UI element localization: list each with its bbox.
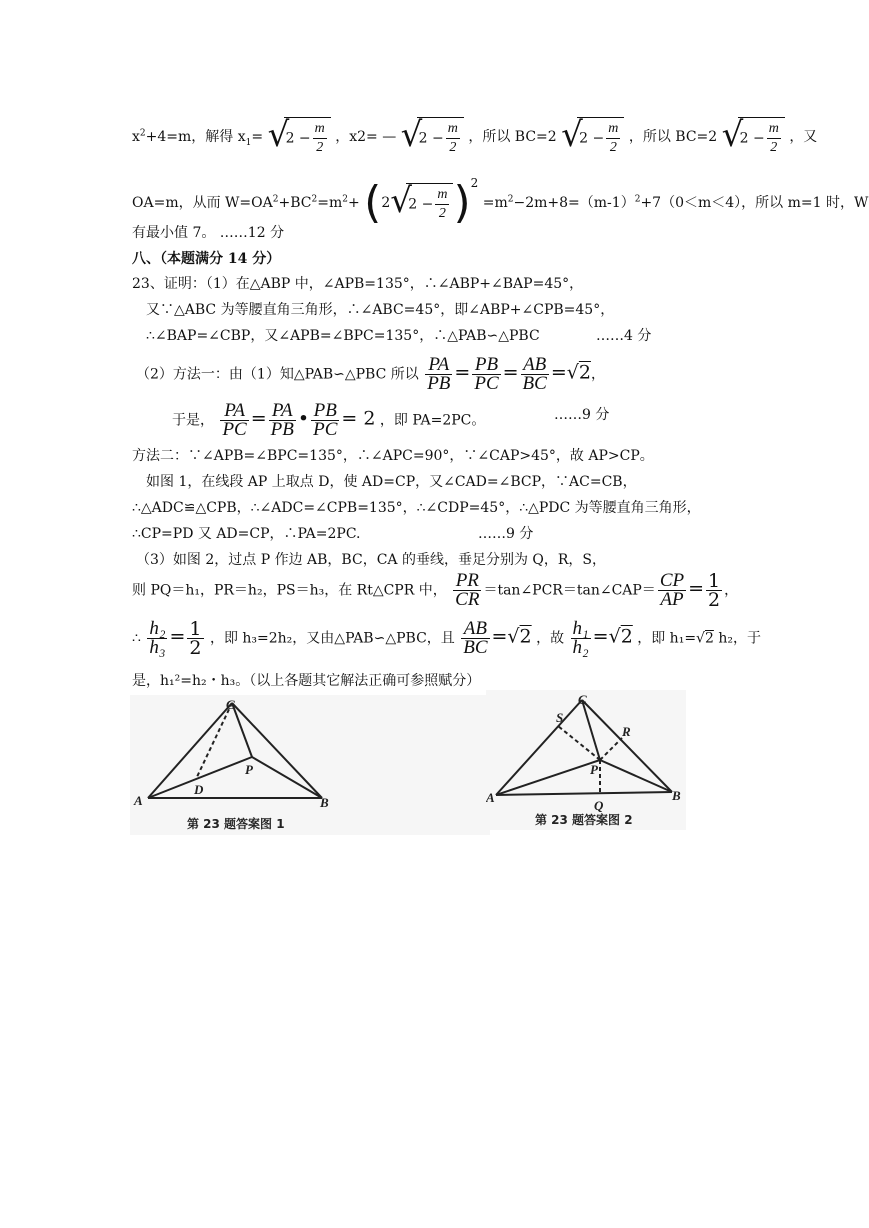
text: m: [767, 120, 781, 139]
text: 2: [609, 140, 617, 155]
label-b: B: [320, 795, 329, 810]
label-b: B: [672, 788, 681, 803]
text: =: [251, 129, 264, 145]
text: −2m+8=（m-1）: [513, 195, 635, 211]
method-2-line-3: ∴△ADC≌△CPB，∴∠ADC=∠CPB=135°，∴∠CDP=45°，∴△PDC 为等腰直角三角形，: [132, 500, 701, 516]
sqrt-expr: √ 2 − $\frac{m}{2}$: [401, 117, 464, 157]
label-p: P: [590, 762, 598, 777]
p23-line-1: 23、证明：（1）在△ABP 中，∠APB=135°，∴∠ABP+∠BAP=45°，: [132, 276, 584, 292]
figure-1-caption: 第 23 题答案图 1: [187, 817, 285, 831]
label-c: C: [578, 692, 587, 707]
part-3-line-1: （3）如图 2，过点 P 作边 AB，BC，CA 的垂线，垂足分别为 Q，R，S，: [136, 552, 607, 568]
method-2-line-2: 如图 1，在线段 AP 上取点 D，使 AD=CP，又∠CAD=∠BCP，∵AC=CB，: [146, 474, 637, 490]
p23-line-2: 又∵△ABC 为等腰直角三角形，∴∠ABC=45°，即∠ABP+∠CPB=45°，: [146, 302, 615, 318]
text: 2 −: [408, 196, 434, 213]
text: h₂，于: [718, 630, 761, 647]
text: 2: [770, 140, 778, 155]
part-3-line-2: 则 PQ＝h₁，PR＝h₂，PS＝h₃，在 Rt△CPR 中， $\frac{PR}{CR}$ ＝tan∠PCR＝tan∠CAP＝ $\frac{CP}{AP}$ = $\frac{1}{2}$ ，: [132, 570, 739, 611]
text: ，故: [536, 630, 565, 647]
text: 2 −: [739, 130, 765, 147]
part-3-line-4: 是，h₁²=h₂・h₃。（以上各题其它解法正确可参照赋分）: [132, 673, 481, 689]
text: +4=m，解得 x: [145, 129, 246, 145]
label-r: R: [622, 724, 631, 739]
text: +7（0＜m＜4），所以 m=1 时，W: [640, 195, 869, 211]
sqrt-expr: √ 2 − $\frac{m}{2}$: [390, 183, 453, 223]
fraction: $\frac{PA}{PB}$: [427, 354, 451, 394]
text: ，所以 BC=2: [468, 129, 557, 145]
fraction: $\frac{PR}{CR}$: [455, 570, 480, 610]
text: 于是，: [172, 412, 214, 429]
text: 2 −: [285, 130, 311, 147]
text: m: [606, 120, 620, 139]
text: ，: [590, 366, 605, 383]
label-q: Q: [594, 798, 604, 813]
fraction: $\frac{1}{2}$: [708, 570, 721, 611]
fraction: $\frac{PA}{PC}$: [222, 400, 247, 440]
text: 2 −: [579, 130, 605, 147]
text: ，x2= —: [335, 129, 397, 145]
text: m: [435, 186, 449, 205]
fraction: $\frac{\text{h₂}}{\text{h₃}}$: [149, 618, 166, 658]
label-d: D: [194, 782, 204, 797]
figure-2-caption: 第 23 题答案图 2: [535, 813, 633, 827]
p23-line-3: [146, 325, 540, 347]
fraction: $\frac{PA}{PB}$: [270, 400, 294, 440]
method-2-line-4: ∴CP=PD 又 AD=CP，∴PA=2PC.: [132, 526, 361, 542]
text: ，即 h₃=2h₂，又由△PAB∽△PBC，且: [209, 630, 455, 647]
method-1-line-1: （2）方法一：由（1）知△PAB∽△PBC 所以 $\frac{PA}{PB}$ = $\frac{PB}{PC}$ = $\frac{AB}{BC}$ =√2，: [136, 354, 605, 394]
text: ，即 h₁=: [637, 630, 697, 647]
method-2-line-1: 方法二：∵∠APB=∠BPC=135°，∴∠APC=90°，∵∠CAP>45°，故 AP>CP。: [132, 448, 654, 464]
text: 2 −: [418, 130, 444, 147]
label-s: S: [556, 710, 564, 725]
text: （2）方法一：由（1）知△PAB∽△PBC 所以: [136, 366, 419, 383]
fraction: $\frac{PB}{PC}$: [313, 400, 338, 440]
text: ，即 PA=2PC。: [379, 412, 486, 429]
line-3: 有最小值 7。 ……12 分: [132, 225, 285, 241]
fraction: $\frac{1}{2}$: [189, 618, 202, 659]
figure-2: [486, 690, 686, 830]
line-2: OA=m，从而 $W=OA^2+BC^2=m^2+ (2$ √ 2 − $\frac{m}{2}$ )$^2 =m^2-2m+8=(m-1)^2+7(0<m<4)$，所以 m=1 时，W: [132, 176, 869, 228]
text: ，所以 BC=2: [628, 129, 718, 145]
label-a: A: [486, 790, 495, 805]
score-9b: ……9 分: [478, 526, 534, 542]
label-c: C: [226, 697, 235, 712]
text: ，又: [789, 129, 818, 145]
text: 则 PQ＝h₁，PR＝h₂，PS＝h₃，在 Rt△CPR 中，: [132, 582, 447, 599]
fraction: $\frac{PB}{PC}$: [474, 354, 499, 394]
fraction: $\frac{CP}{AP}$: [659, 570, 685, 610]
text: 2: [316, 140, 324, 155]
text: m: [313, 120, 327, 139]
text: x: [132, 129, 140, 145]
text: m: [446, 120, 460, 139]
label-p: P: [245, 762, 253, 777]
text: ∴: [132, 630, 141, 647]
figure-1: [130, 695, 490, 835]
text: ∴∠BAP=∠CBP，又∠APB=∠BPC=135°，∴△PAB∽△PBC: [146, 328, 540, 344]
part-3-line-3: ∴ $\frac{\text{h₂}}{\text{h₃}}$ = $\frac{1}{2}$ ，即 h₃=2h₂，又由△PAB∽△PBC，且 $\frac{AB}{BC}$ =√2 ，故 $\frac{\text{h₁}}{\text{h₂}}$ =√2 ，即 h₁=√2 h₂，于: [132, 618, 761, 659]
line-1: $x^2+4=m$，解得 $x_1=$ √ 2 − $\frac{m}{2}$ ，x2= — √ 2 − $\frac{m}{2}$ ，所以 BC=2 √ 2 − $\frac{m}{2}$ ，所以 BC=2 √ 2 − $\frac{m}{2}$ ，又: [132, 115, 818, 155]
fraction: $\frac{AB}{BC}$: [463, 618, 488, 658]
fraction: $\frac{AB}{BC}$: [522, 354, 547, 394]
sqrt-expr: √ 2 − $\frac{m}{2}$: [561, 117, 624, 157]
text: 2: [449, 140, 457, 155]
text: +BC: [278, 195, 312, 211]
text: =m: [317, 195, 343, 211]
fraction: $\frac{\text{h₁}}{\text{h₂}}$: [572, 618, 589, 658]
sqrt-expr: √ 2 − $\frac{m}{2}$: [722, 117, 785, 157]
score-9a: ……9 分: [554, 407, 610, 423]
text: ＝tan∠PCR＝tan∠CAP＝: [483, 582, 656, 599]
sqrt-expr: √ 2 − $\frac{m}{2}$: [268, 117, 331, 157]
text: OA=m，从而 W=OA: [132, 195, 273, 211]
score-4: ……4 分: [596, 328, 652, 344]
section-title: 八、（本题满分 14 分）: [132, 251, 281, 267]
label-a: A: [134, 793, 143, 808]
text: 2: [438, 206, 446, 221]
text: +: [347, 195, 360, 211]
text: ，: [724, 582, 739, 599]
text: =m: [482, 195, 508, 211]
method-1-line-2: 于是， $\frac{PA}{PC}$ = $\frac{PA}{PB}$ • $\frac{PB}{PC}$ = 2 ，即 PA=2PC。: [172, 400, 486, 440]
